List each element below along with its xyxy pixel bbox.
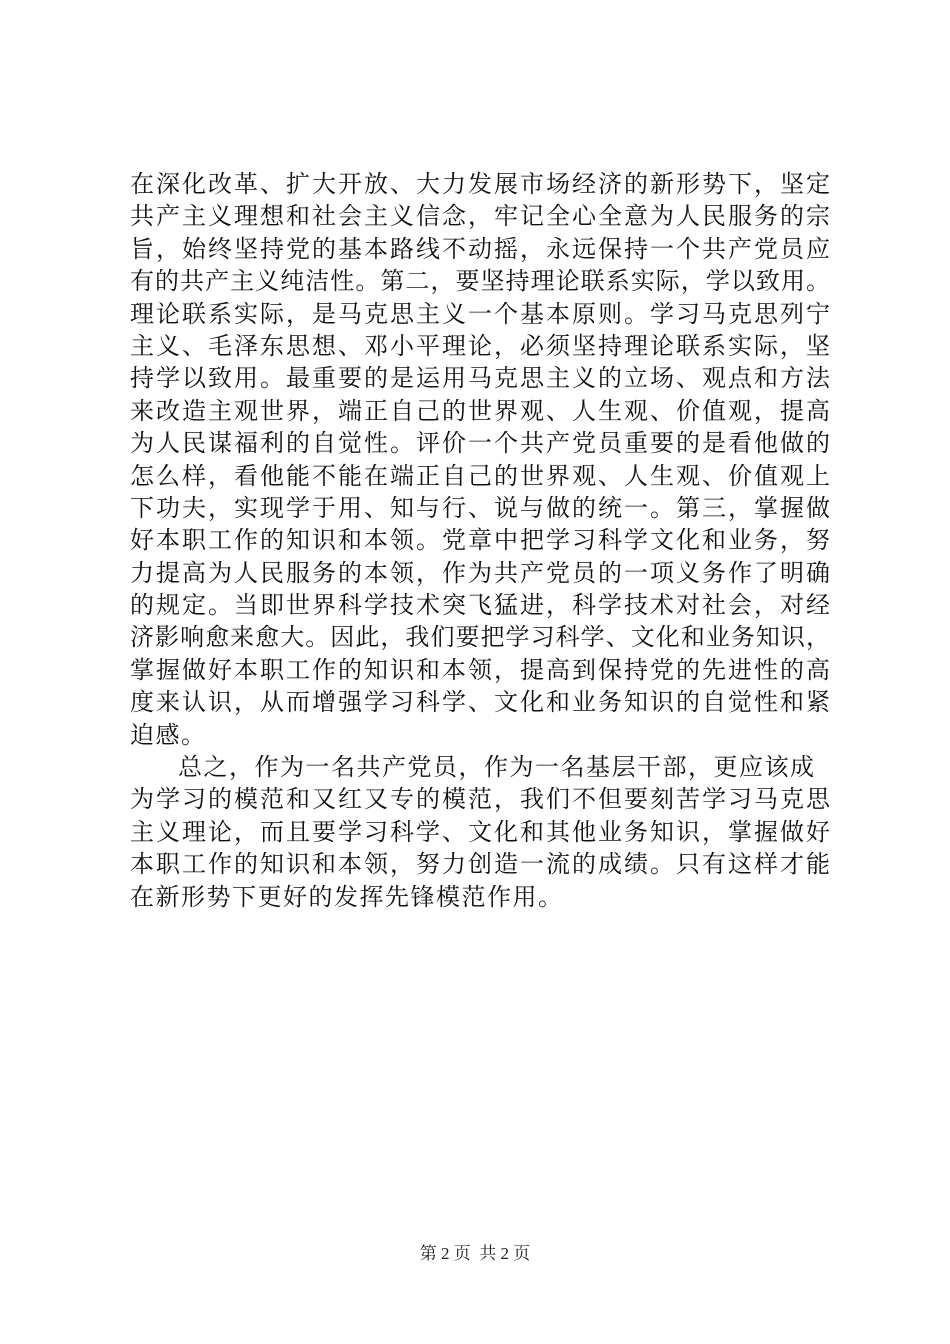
paragraph-start-line: 总之，作为一名共产党员，作为一名基层干部，更应该成 xyxy=(178,753,816,782)
text-line: 主义、毛泽东思想、邓小平理论，必须坚持理论联系实际，坚 xyxy=(130,331,830,360)
page-number: 第 2 页 共 2 页 xyxy=(419,1244,531,1263)
text-line: 的规定。当即世界科学技术突飞猛进，科学技术对社会，对经 xyxy=(130,591,830,620)
text-line: 来改造主观世界，端正自己的世界观、人生观、价值观，提高 xyxy=(130,396,830,425)
text-line: 好本职工作的知识和本领。党章中把学习科学文化和业务，努 xyxy=(130,526,830,555)
document-body xyxy=(130,168,830,913)
text-line: 度来认识，从而增强学习科学、文化和业务知识的自觉性和紧 xyxy=(130,688,830,717)
text-line: 本职工作的知识和本领，努力创造一流的成绩。只有这样才能 xyxy=(130,850,830,879)
text-line: 济影响愈来愈大。因此，我们要把学习科学、文化和业务知识， xyxy=(130,623,830,652)
text-line: 在新形势下更好的发挥先锋模范作用。 xyxy=(130,882,564,911)
page-footer xyxy=(0,1242,950,1266)
text-line: 为人民谋福利的自觉性。评价一个共产党员重要的是看他做的 xyxy=(130,429,830,458)
text-line: 在深化改革、扩大开放、大力发展市场经济的新形势下，坚定 xyxy=(130,170,830,198)
text-line: 下功夫，实现学于用、知与行、说与做的统一。第三，掌握做 xyxy=(130,493,830,522)
text-line: 持学以致用。最重要的是运用马克思主义的立场、观点和方法 xyxy=(130,364,830,393)
text-line: 有的共产主义纯洁性。第二，要坚持理论联系实际，学以致用。 xyxy=(130,267,830,296)
text-line: 迫感。 xyxy=(130,720,207,749)
text-line: 旨，始终坚持党的基本路线不动摇，永远保持一个共产党员应 xyxy=(130,234,830,263)
text-line: 力提高为人民服务的本领，作为共产党员的一项义务作了明确 xyxy=(130,558,830,587)
text-line: 掌握做好本职工作的知识和本领，提高到保持党的先进性的高 xyxy=(130,655,830,684)
text-line: 共产主义理想和社会主义信念，牢记全心全意为人民服务的宗 xyxy=(130,202,830,231)
text-line: 为学习的模范和又红又专的模范，我们不但要刻苦学习马克思 xyxy=(130,785,830,814)
text-line: 主义理论，而且要学习科学、文化和其他业务知识，掌握做好 xyxy=(130,817,830,846)
text-line: 怎么样，看他能不能在端正自己的世界观、人生观、价值观上 xyxy=(130,461,830,490)
text-line: 理论联系实际，是马克思主义一个基本原则。学习马克思列宁 xyxy=(130,299,830,328)
